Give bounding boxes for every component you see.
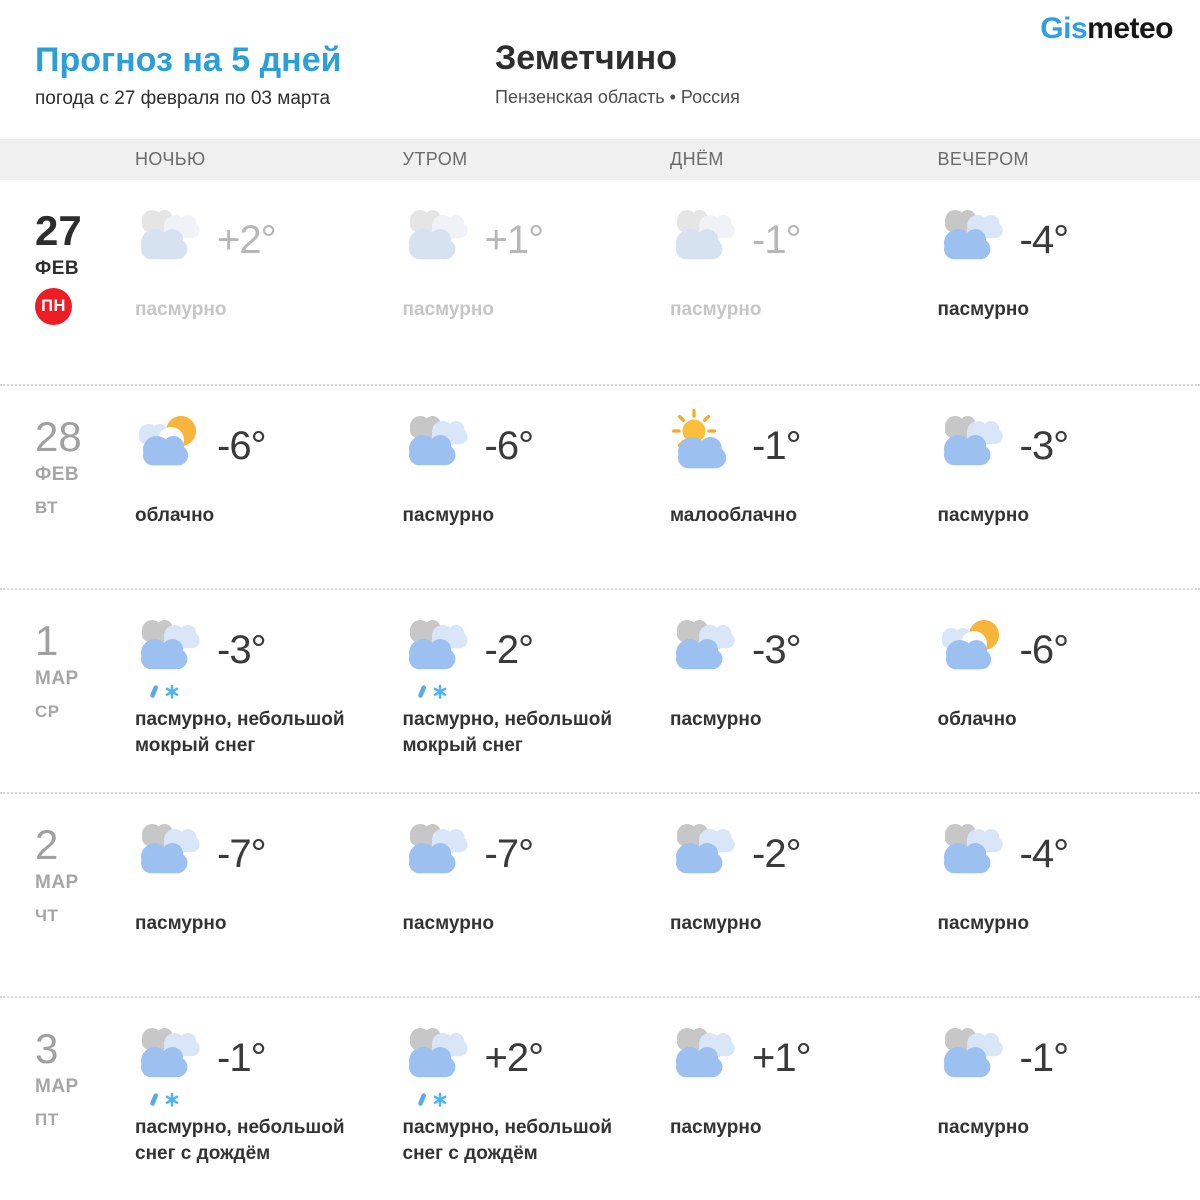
- location-block: [495, 40, 740, 108]
- condition-label: пасмурно: [670, 299, 762, 320]
- day-row-28-фев[interactable]: [0, 384, 1200, 588]
- forecast-cell-day[interactable]: [665, 998, 933, 1200]
- condition-label: пасмурно: [670, 709, 762, 730]
- overcast-icon: [403, 204, 475, 276]
- icon-temp-group: [403, 1022, 656, 1094]
- icon-temp-group: [135, 1022, 388, 1094]
- overcast-icon: [135, 818, 207, 890]
- page-header: [0, 0, 1200, 139]
- temperature: -3°: [1019, 423, 1069, 468]
- day-row-2-мар[interactable]: [0, 792, 1200, 996]
- date-cell: [0, 590, 130, 792]
- overcast-icon: [670, 614, 742, 686]
- forecast-cell-morning[interactable]: [398, 180, 666, 384]
- forecast-cell-evening[interactable]: [933, 180, 1200, 384]
- condition-label: пасмурно: [670, 913, 762, 934]
- condition-label: пасмурно, небольшой мокрый снег: [135, 709, 345, 756]
- condition-label: пасмурно: [937, 913, 1029, 934]
- forecast-table: [0, 180, 1200, 1200]
- logo-gis-part: Gis: [1040, 12, 1088, 45]
- condition-label: пасмурно: [937, 505, 1029, 526]
- forecast-cell-night[interactable]: [130, 590, 398, 792]
- overcast-icon: [403, 818, 475, 890]
- temperature: -7°: [217, 831, 266, 876]
- page-title: Прогноз на 5 дней: [35, 41, 342, 79]
- temperature: -1°: [1019, 1035, 1069, 1080]
- temperature: -1°: [752, 217, 801, 262]
- overcast-icon: [938, 204, 1010, 276]
- overcast-icon: [938, 410, 1010, 482]
- condition-label: пасмурно, небольшой снег с дождём: [135, 1117, 345, 1164]
- condition-label: пасмурно, небольшой мокрый снег: [402, 709, 613, 756]
- forecast-cell-evening[interactable]: [933, 998, 1200, 1200]
- weekday-label: ПТ: [35, 1110, 59, 1129]
- overcast-sleet-icon: [403, 1022, 475, 1094]
- day-number: 27: [35, 207, 82, 254]
- time-of-day-header: [0, 139, 1200, 180]
- icon-temp-group: [938, 1022, 1191, 1094]
- region-line: Пензенская область • Россия: [495, 87, 740, 108]
- day-number: 3: [35, 1025, 59, 1072]
- condition-label: пасмурно: [402, 505, 494, 526]
- forecast-cell-night[interactable]: [130, 180, 398, 384]
- weekday-label: ВТ: [35, 498, 59, 517]
- temperature: -6°: [484, 423, 534, 468]
- icon-temp-group: [938, 204, 1191, 276]
- day-row-1-мар[interactable]: [0, 588, 1200, 792]
- temperature: -1°: [217, 1035, 266, 1080]
- month-label: ФЕВ: [35, 464, 80, 485]
- day-number: 2: [35, 821, 59, 868]
- date-cell: [0, 386, 130, 588]
- temperature: +1°: [484, 217, 544, 262]
- forecast-cell-morning[interactable]: [398, 794, 666, 996]
- condition-label: пасмурно, небольшой снег с дождём: [402, 1117, 613, 1164]
- icon-temp-group: [135, 204, 388, 276]
- month-label: МАР: [35, 872, 79, 893]
- forecast-cell-morning[interactable]: [398, 590, 666, 792]
- forecast-cell-day[interactable]: [665, 386, 933, 588]
- forecast-cell-day[interactable]: [665, 794, 933, 996]
- condition-label: пасмурно: [937, 299, 1029, 320]
- condition-label: облачно: [135, 505, 215, 526]
- column-night: НОЧЬЮ: [135, 149, 206, 169]
- date-cell: [0, 180, 130, 384]
- icon-temp-group: [938, 410, 1191, 482]
- temperature: -3°: [752, 627, 801, 672]
- overcast-sleet-icon: [403, 614, 475, 686]
- temperature: +2°: [484, 1035, 544, 1080]
- overcast-icon: [938, 1022, 1010, 1094]
- date-cell: [0, 794, 130, 996]
- gismeteo-logo[interactable]: [1040, 12, 1173, 46]
- today-weekday-badge: ПН: [35, 288, 72, 325]
- icon-temp-group: [135, 818, 388, 890]
- forecast-cell-evening[interactable]: [933, 386, 1200, 588]
- cloudy-night-icon: [135, 410, 207, 482]
- partly-cloudy-day-icon: [670, 410, 742, 482]
- temperature: -7°: [484, 831, 534, 876]
- temperature: -2°: [484, 627, 534, 672]
- date-cell: [0, 998, 130, 1200]
- temperature: +1°: [752, 1035, 811, 1080]
- column-morning: УТРОМ: [402, 149, 468, 169]
- icon-temp-group: [670, 818, 923, 890]
- icon-temp-group: [670, 204, 923, 276]
- month-label: МАР: [35, 668, 79, 689]
- condition-label: пасмурно: [402, 913, 494, 934]
- day-number: 28: [35, 413, 82, 460]
- title-block: [35, 42, 342, 110]
- forecast-cell-night[interactable]: [130, 386, 398, 588]
- temperature: -4°: [1019, 217, 1069, 262]
- icon-temp-group: [403, 204, 656, 276]
- icon-temp-group: [670, 614, 923, 686]
- condition-label: пасмурно: [402, 299, 494, 320]
- forecast-cell-night[interactable]: [130, 794, 398, 996]
- day-row-27-фев[interactable]: [0, 180, 1200, 384]
- temperature: -4°: [1019, 831, 1069, 876]
- weekday-label: СР: [35, 702, 60, 721]
- condition-label: пасмурно: [937, 1117, 1029, 1138]
- overcast-sleet-icon: [135, 614, 207, 686]
- overcast-icon: [403, 410, 475, 482]
- temperature: -2°: [752, 831, 801, 876]
- forecast-cell-evening[interactable]: [933, 794, 1200, 996]
- condition-label: пасмурно: [135, 299, 227, 320]
- overcast-icon: [135, 204, 207, 276]
- month-label: ФЕВ: [35, 258, 80, 279]
- temperature: -6°: [217, 423, 266, 468]
- forecast-cell-day[interactable]: [665, 180, 933, 384]
- day-number: 1: [35, 617, 59, 664]
- forecast-cell-morning[interactable]: [398, 386, 666, 588]
- temperature: -3°: [217, 627, 266, 672]
- overcast-icon: [670, 818, 742, 890]
- overcast-icon: [670, 204, 742, 276]
- overcast-icon: [938, 818, 1010, 890]
- column-day: ДНЁМ: [670, 149, 724, 169]
- icon-temp-group: [403, 410, 656, 482]
- temperature: -1°: [752, 423, 801, 468]
- overcast-sleet-icon: [135, 1022, 207, 1094]
- condition-label: малооблачно: [670, 505, 797, 526]
- month-label: МАР: [35, 1076, 79, 1097]
- icon-temp-group: [403, 818, 656, 890]
- forecast-cell-evening[interactable]: [933, 590, 1200, 792]
- condition-label: пасмурно: [670, 1117, 762, 1138]
- date-range-subtitle: погода с 27 февраля по 03 марта: [35, 88, 331, 110]
- icon-temp-group: [135, 410, 388, 482]
- forecast-cell-morning[interactable]: [398, 998, 666, 1200]
- icon-temp-group: [938, 614, 1191, 686]
- forecast-cell-day[interactable]: [665, 590, 933, 792]
- condition-label: облачно: [937, 709, 1017, 730]
- condition-label: пасмурно: [135, 913, 227, 934]
- column-evening: ВЕЧЕРОМ: [937, 149, 1029, 169]
- day-row-3-мар[interactable]: [0, 996, 1200, 1200]
- logo-meteo-part: meteo: [1087, 12, 1173, 45]
- temperature: -6°: [1019, 627, 1069, 672]
- forecast-cell-night[interactable]: [130, 998, 398, 1200]
- cloudy-night-icon: [938, 614, 1010, 686]
- weekday-label: ЧТ: [35, 906, 59, 925]
- icon-temp-group: [938, 818, 1191, 890]
- icon-temp-group: [403, 614, 656, 686]
- icon-temp-group: [670, 1022, 923, 1094]
- city-name: Земетчино: [495, 39, 677, 77]
- icon-temp-group: [670, 410, 923, 482]
- temperature: +2°: [217, 217, 276, 262]
- overcast-icon: [670, 1022, 742, 1094]
- icon-temp-group: [135, 614, 388, 686]
